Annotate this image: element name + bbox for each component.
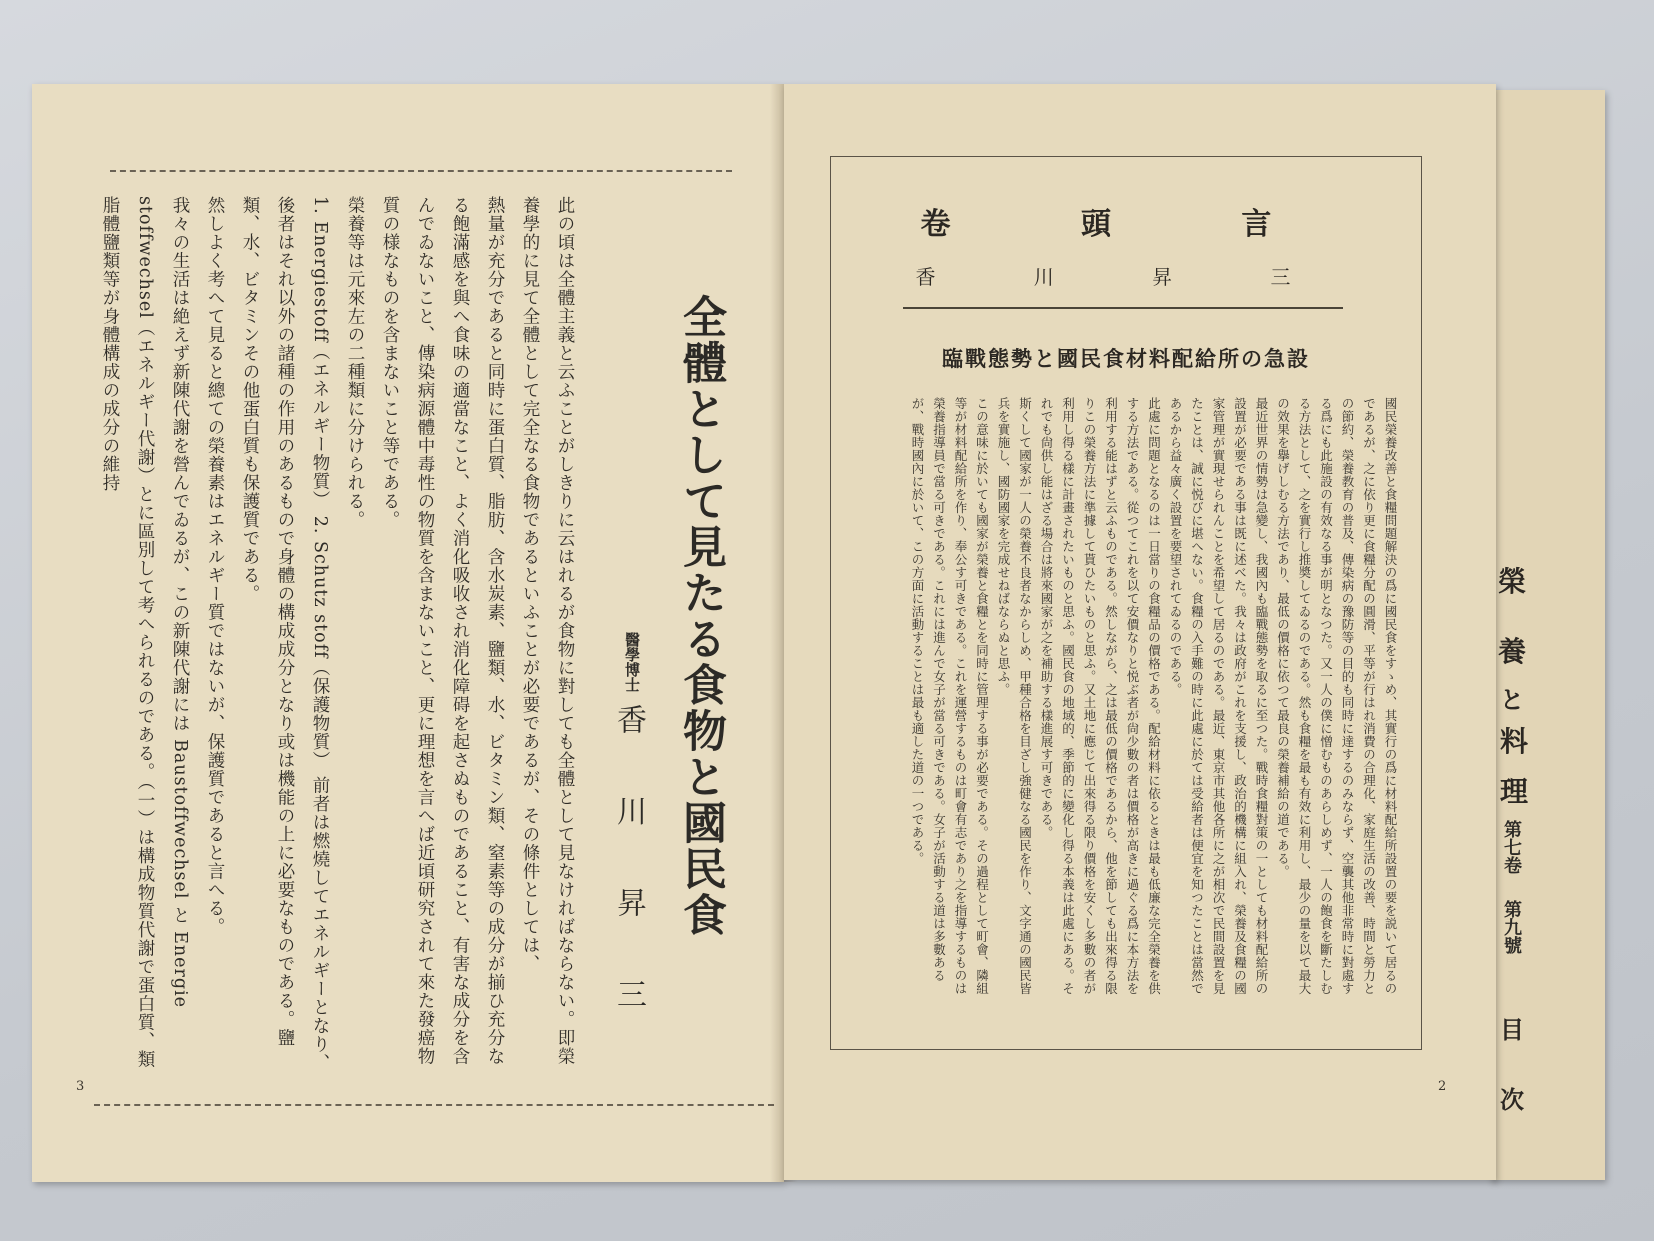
bottom-dotted-rule bbox=[94, 1104, 774, 1106]
section-heading: 卷 頭 言 bbox=[920, 207, 1332, 242]
back-contents-char-2: 次 bbox=[1500, 1085, 1524, 1114]
right-page bbox=[784, 84, 1496, 1180]
author-degree: 醫學博士 bbox=[623, 632, 641, 692]
article-title: 臨戰態勢と國民食材料配給所の急設 bbox=[942, 346, 1310, 371]
paragraph: 然しよく考へて見ると總ての榮養素はエネルギー質ではないが、保護質であると言へる。 bbox=[205, 196, 225, 936]
author-name: 香 川 昇 三 bbox=[611, 704, 646, 1035]
back-title-char-5: 理 bbox=[1500, 775, 1529, 808]
paragraph: 此處に問題となるのは一日當りの食糧品の價格である。配給材料に依るときは最も低廉な完全榮養を供する方法である。從つてこれを以て安價なりと悦ぶ者が尙少數の者は價格が高きに過ぐる爲に本方法を利用する能はずと云ふものである。然しながら、之は最低の價格であるから、他を節しても出來得る限りこの榮養方法に準據して貰ひたいものと思ふ。又土地に應じて出來得る限り價格を安くし多數の者が利用し得る樣に計畫されたいものと思ふ。國民食の地域的、季節的に變化し得る本義は此處にある。それでも尙供し能はざる場合は將來國家が之を補助する樣進展す可きである。 bbox=[1039, 397, 1162, 995]
paragraph: この意味に於いても國家が榮養と食糧とを同時に管理する事が必要である。その過程として町會、隣組等が材料配給所を作り、奉公す可きである。これを運營するものは町會有志であり之を指導するものは榮養指導員で當る可きである。これには進んで女子が當る可きである。女子が活動する道は多數あるが、戰時國內に於いて、この方面に活動することは最も適した道の一つである。 bbox=[910, 397, 990, 995]
back-contents-char-1: 目 bbox=[1500, 1015, 1524, 1044]
paragraph: 最近世界の情勢は急變し、我國內も臨戰態勢を取るに至つた。戰時食糧對策の一としても材料配給所の設置が必要である事は既に述べた。我々は政府がこれを支援し、政治的機構に組入れ、榮養及食糧の國家管理が實現せられんことを希望して居るのである。最近、東京市其他各所に之が相次で民間設置を見たことは、誠に悦びに堪へない。食糧の入手難の時に此處に於ては受給者は便宜を知つたことは當然であるから益々廣く設置を要望されてゐるのである。 bbox=[1168, 397, 1269, 995]
back-cover-page bbox=[1490, 90, 1605, 1180]
article-body bbox=[100, 196, 582, 1076]
top-dotted-rule bbox=[110, 170, 732, 172]
back-title-char-3: と bbox=[1500, 685, 1524, 714]
left-page bbox=[32, 84, 784, 1182]
article-frame bbox=[830, 156, 1422, 1050]
back-title-char-1: 榮 bbox=[1498, 565, 1527, 598]
page-number: 3 bbox=[76, 1079, 85, 1094]
back-volume-label: 第七卷 bbox=[1501, 820, 1522, 874]
heading-rule bbox=[903, 307, 1343, 309]
paragraph: 榮養等は元來左の二種類に分けられる。 bbox=[345, 196, 365, 529]
paragraph: 此の頃は全體主義と云ふことがしきりに云はれるが食物に對しても全體として見なければならない。即榮養學的に見て全體として完全なる食物であるといふことが必要であるが、その條件としては、 bbox=[520, 196, 575, 1066]
back-title-char-2: 養 bbox=[1498, 635, 1527, 668]
article-body bbox=[853, 397, 1401, 997]
back-issue-label: 第九號 bbox=[1501, 900, 1522, 954]
paragraph: 我々の生活は絶えず新陳代謝を營んでゐるが、この新陳代謝には Baustoffwechsel と Energie stoffwechsel（エネルギー代謝）とに區別して考へられるのである。（一）は構成物質代謝で蛋白質、類脂體鹽類等が身體構成の成分の維持 bbox=[100, 196, 190, 1069]
paragraph: 斯くして國家が一人の榮養不良者なからしめ、甲種合格を目ざし強健なる國民を作り、文字通の國民皆兵を實施し、國防國家を完成せねばならぬと思ふ。 bbox=[996, 397, 1033, 995]
paragraph: 1. Energiestoff（エネルギー物質） 2. Schutz stoff（保護物質） 前者は燃燒してエネルギーとなり、後者はそれ以外の諸種の作用のあるもので身體の構成成分となり或は機能の上に必要なものである。鹽類、水、ビタミンその他蛋白質も保護質である。 bbox=[240, 196, 330, 1073]
paragraph: 熱量が充分であると同時に蛋白質、脂肪、含水炭素、鹽類、水、ビタミン類、窒素等の成分が揃ひ充分なる飽滿感を與へ食味の適當なこと、よく消化吸收され消化障碍を起さぬものであること、有害な成分を含んでゐないこと、傳染病源體中毒性の物質を含まないこと、更に理想を言へば近頃研究されて來た發癌物質の様なものを含まないこと等である。 bbox=[380, 196, 505, 1066]
article-title: 全體として見たる食物と國民食 bbox=[675, 294, 726, 938]
author-name: 香 川 昇 三 bbox=[915, 265, 1337, 289]
paragraph: 國民榮養改善と食糧問題解決の爲に國民食をすゝめ、其實行の爲に材料配給所設置の要を説いて居るのであるが、之に依り更に食糧分配の圓滑、平等が行はれ消費の合理化、家庭生活の改善、時間と勞力との節約、榮養教育の普及、傳染病の豫防等の目的も同時に達するのみならず、空襲其他非常時に對處する爲にも此施設の有效なる事が明となつた。又一人の僕に憎むものあらしめず、一人の飽食を斷たしむる方法として、之を實行し推奬してゐるのである。然も食糧を最も有效に利用し、最少の量を以て最大の效果を擧げしむる方法であり、最低の價格に依つて最良の榮養補給の道である。 bbox=[1275, 397, 1398, 995]
page-number: 2 bbox=[1438, 1079, 1447, 1094]
back-title-char-4: 料 bbox=[1500, 725, 1529, 758]
